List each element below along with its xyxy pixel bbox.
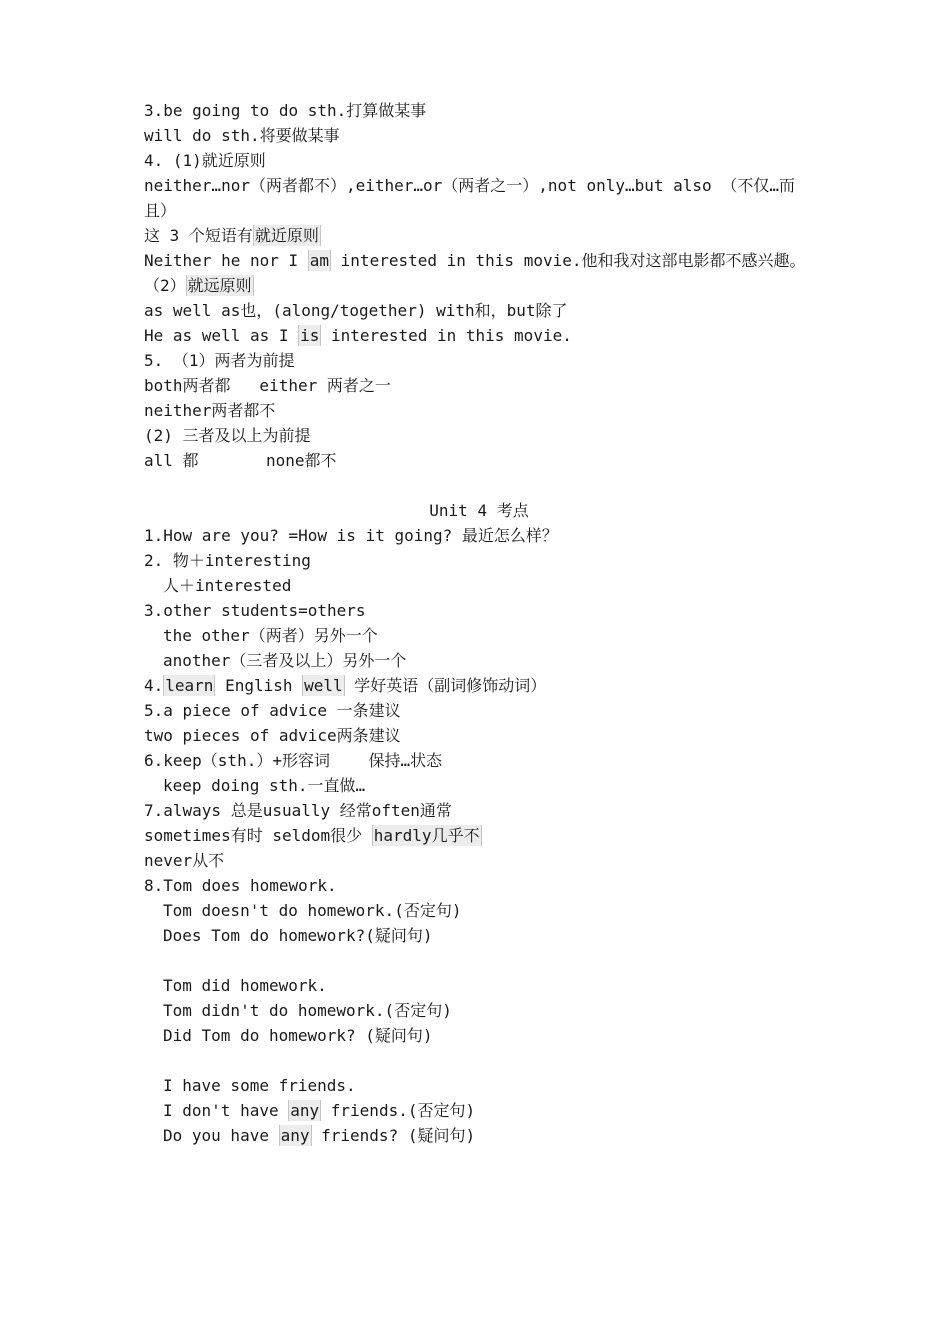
text-line: 2. 物＋interesting [144,551,311,570]
text-line: never从不 [144,851,225,870]
blank-line [144,948,814,973]
text-line: I have some friends. [163,1076,356,1095]
text-line: Tom doesn't do homework.(否定句) [163,901,462,920]
text-line: will do sth.将要做某事 [144,126,340,145]
text-segment: 4. [144,676,164,695]
text-line: 4. (1)就近原则 [144,151,266,170]
text-line: another（三者及以上）另外一个 [163,651,407,670]
text-segment: friends? (疑问句) [311,1126,476,1145]
text-line: keep doing sth.一直做… [163,776,366,795]
blank-line [144,1048,814,1073]
text-line: both两者都 either 两者之一 [144,376,391,395]
text-line: 人＋interested [163,576,292,595]
text-line: Did Tom do homework? (疑问句) [163,1026,433,1045]
text-segment: He as well as I [144,326,299,345]
text-line: 3.be going to do sth.打算做某事 [144,101,427,120]
text-line [144,1098,814,1123]
text-segment: sometimes有时 seldom很少 [144,826,372,845]
highlighted-text: 就远原则 [187,276,252,295]
text-line: all 都 none都不 [144,451,337,470]
document-body [144,98,814,1148]
highlighted-text: am [309,251,330,270]
text-line: Tom did homework. [163,976,327,995]
text-line: Tom didn't do homework.(否定句) [163,1001,452,1020]
highlighted-text: well [304,676,343,695]
text-line [144,248,814,273]
text-line: 5. （1）两者为前提 [144,351,295,370]
highlighted-text: hardly几乎不 [373,826,480,845]
text-line [144,1123,814,1148]
text-line [144,823,814,848]
highlighted-text: any [280,1126,310,1145]
text-line: 1.How are you? =How is it going? 最近怎么样？ [144,526,558,545]
text-segment: English [215,676,303,695]
text-line: as well as也，(along/together) with和，but除了 [144,301,568,320]
highlighted-text: learn [165,676,214,695]
text-segment: Do you have [163,1126,279,1145]
text-line: 8.Tom does homework. [144,876,337,895]
text-segment: friends.(否定句) [321,1101,476,1120]
text-line: 7.always 总是usually 经常often通常 [144,801,452,820]
text-line [144,273,814,298]
text-line: the other（两者）另外一个 [163,626,378,645]
text-segment: 学好英语（副词修饰动词） [344,676,547,695]
highlighted-text: any [290,1101,320,1120]
section-title: Unit 4 考点 [429,501,529,520]
text-segment: Neither he nor I [144,251,308,270]
blank-line [144,473,814,498]
highlighted-text: is [300,326,320,345]
text-line [144,323,814,348]
highlighted-text: 就近原则 [254,226,319,245]
text-segment: 这 3 个短语有 [144,226,253,245]
text-line: 6.keep（sth.）+形容词 保持…状态 [144,751,443,770]
text-segment: interested in this movie. [321,326,572,345]
text-line: Does Tom do homework?(疑问句) [163,926,433,945]
text-line: (2) 三者及以上为前提 [144,426,311,445]
text-line [144,223,814,248]
text-line: neither两者都不 [144,401,276,420]
text-segment: （2） [144,276,186,295]
text-line: 5.a piece of advice 一条建议 [144,701,401,720]
text-line [144,673,814,698]
text-line: neither…nor（两者都不）,either…or（两者之一）,not only…but also （不仅…而且） [144,176,795,220]
text-line: two pieces of advice两条建议 [144,726,401,745]
text-segment: interested in this movie.他和我对这部电影都不感兴趣。 [331,251,806,270]
text-line: 3.other students=others [144,601,366,620]
text-segment: I don't have [163,1101,289,1120]
